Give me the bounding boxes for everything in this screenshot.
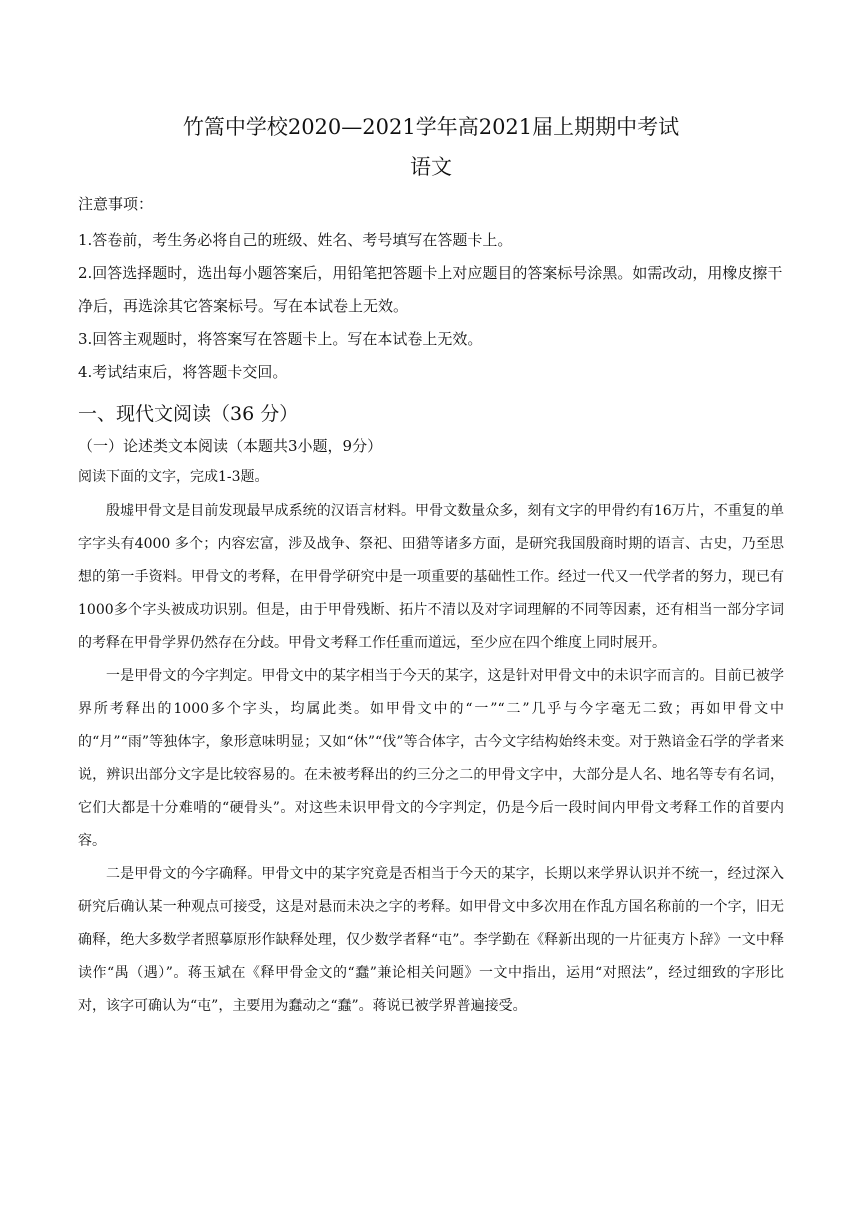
reading-instruction: 阅读下面的文字，完成1-3题。 xyxy=(78,469,269,485)
notice-item-1: 1.答卷前，考生务必将自己的班级、姓名、考号填写在答题卡上。 xyxy=(78,231,513,249)
notice-heading: 注意事项： xyxy=(78,195,154,213)
article-paragraph-3: 二是甲骨文的今字确释。甲骨文中的某字究竟是否相当于今天的某字，长期以来学界认识并不统一，经过深入研究后确认某一种观点可接受，这是对悬而未决之字的考释。如甲骨文中多次用在作乱方国名称前的一个字，旧无确释，绝大多数学者照摹原形作缺释处理，仅少数学者释“屯”。李学勤在《释新出现的一片征夷方卜辞》一文中释读作“禺（遇）”。蒋玉斌在《释甲骨金文的“蠢”兼论相关问题》一文中指出，运用“对照法”，经过细致的字形比对，该字可确认为“屯”，主要用为蠢动之“蠢”。蒋说已被学界普遍接受。 xyxy=(78,866,784,1014)
section-heading: 一、现代文阅读（36 分） xyxy=(78,403,299,425)
notice-item-4: 4.考试结束后，将答题卡交回。 xyxy=(78,363,288,381)
exam-title: 竹篙中学校2020—2021学年高2021届上期期中考试 xyxy=(182,115,680,139)
notice-item-2: 2.回答选择题时，选出每小题答案后，用铅笔把答题卡上对应题目的答案标号涂黑。如需改动，用橡皮擦干净后，再选涂其它答案标号。写在本试卷上无效。 xyxy=(78,264,783,315)
exam-subject: 语文 xyxy=(410,155,452,179)
section-modern-reading xyxy=(78,399,784,1023)
notice-item-3: 3.回答主观题时，将答案写在答题卡上。写在本试卷上无效。 xyxy=(78,330,483,348)
article-paragraph-1: 殷墟甲骨文是目前发现最早成系统的汉语言材料。甲骨文数量众多，刻有文字的甲骨约有16万片，不重复的单字字头有4000 多个；内容宏富，涉及战争、祭祀、田猎等诸多方面，是研究我国殷商时期的语言、古史，乃至思想的第一手资料。甲骨文的考释，在甲骨学研究中是一项重要的基础性工作。经过一代又一代学者的努力，现已有1000多个字头被成功识别。但是，由于甲骨残断、拓片不清以及对字词理解的不同等因素，还有相当一部分字词的考释在甲骨学界仍然存在分歧。甲骨文考释工作任重而道远，至少应在四个维度上同时展开。 xyxy=(78,503,784,651)
article-paragraph-2: 一是甲骨文的今字判定。甲骨文中的某字相当于今天的某字，这是针对甲骨文中的未识字而言的。目前已被学界所考释出的1000多个字头，均属此类。如甲骨文中的“一”“二”几乎与今字毫无二致；再如甲骨文中的“月”“雨”等独体字，象形意味明显；又如“休”“伐”等合体字，古今文字结构始终未变。对于熟谙金石学的学者来说，辨识出部分文字是比较容易的。在未被考释出的约三分之二的甲骨文字中，大部分是人名、地名等专有名词，它们大都是十分难啃的“硬骨头”。对这些未识甲骨文的今字判定，仍是今后一段时间内甲骨文考释工作的首要内容。 xyxy=(78,668,784,849)
notice-block xyxy=(78,192,784,389)
subsection-heading: （一）论述类文本阅读（本题共3小题，9分） xyxy=(78,437,383,455)
